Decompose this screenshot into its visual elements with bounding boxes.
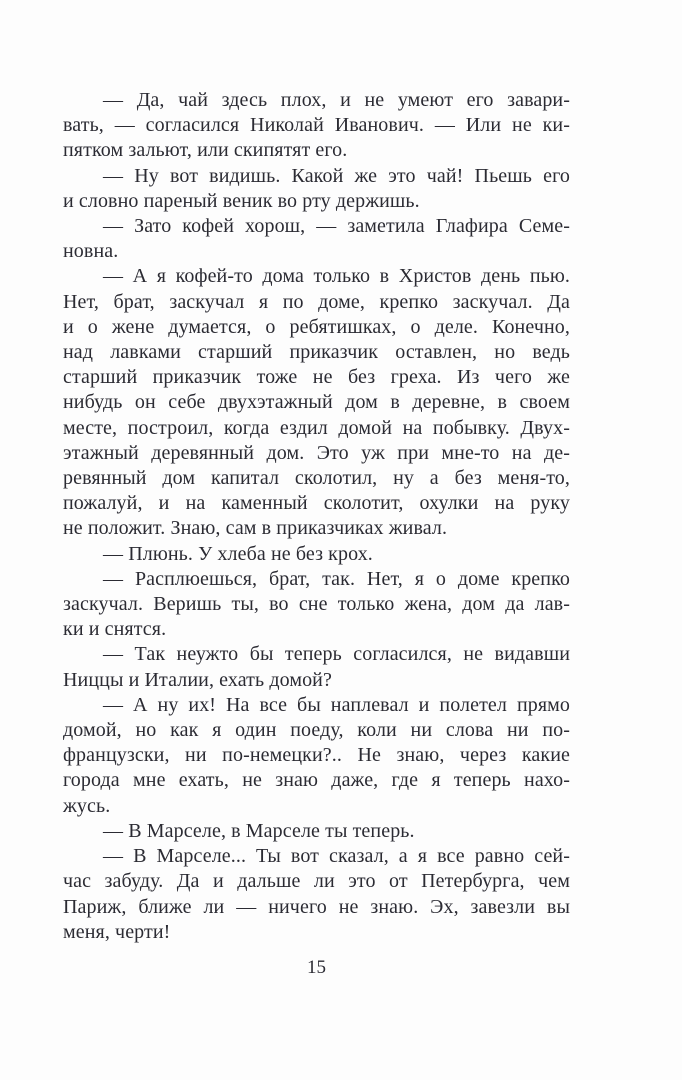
text-line: — Зато кофей хорош, — заметила Глафира Семе- <box>103 215 570 238</box>
text-line: — А ну их! На все бы наплевал и полетел прямо <box>103 693 570 716</box>
text-line: домой, но как я один поеду, коли ни слова ни по- <box>63 719 570 742</box>
text-line: Ниццы и Италии, ехать домой? <box>63 668 332 691</box>
text-line: — Да, чай здесь плох, и не умеют его завари- <box>103 89 570 111</box>
text-line: и словно пареный веник во рту держишь. <box>63 189 420 212</box>
text-line: заскучал. Веришь ты, во сне только жена, дом да лав- <box>63 593 570 616</box>
text-line: — В Марселе... Ты вот сказал, а я все равно сей- <box>103 845 570 868</box>
text-line: жусь. <box>63 794 111 817</box>
text-line: города мне ехать, не знаю даже, где я теперь нахо- <box>63 769 570 792</box>
text-line: ки и снятся. <box>63 618 167 641</box>
text-line: новна. <box>63 240 119 263</box>
text-line: — В Марселе, в Марселе ты теперь. <box>103 819 415 842</box>
text-line: Нет, брат, заскучал я по доме, крепко заскучал. Да <box>63 290 570 313</box>
text-line: — Так неужто бы теперь согласился, не видавши <box>103 643 570 666</box>
text-line: не положит. Знаю, сам в приказчиках живал. <box>63 517 448 540</box>
text-line: месте, построил, когда ездил домой на побывку. Двух- <box>63 416 570 439</box>
text-line: ревянный дом капитал сколотил, ну а без меня-то, <box>63 467 570 490</box>
text-line: нибудь он себе двухэтажный дом в деревне, в своем <box>63 391 570 414</box>
text-line: этажный деревянный дом. Это уж при мне-то на де- <box>63 441 570 464</box>
text-line: — Ну вот видишь. Какой же это чай! Пьешь его <box>103 164 570 187</box>
text-line: — Расплюешься, брат, так. Нет, я о доме крепко <box>103 567 570 590</box>
text-line: над лавками старший приказчик оставлен, но ведь <box>63 341 570 364</box>
page-number: 15 <box>307 957 326 978</box>
text-line: — Плюнь. У хлеба не без крох. <box>103 542 373 565</box>
text-line: и о жене думается, о ребятишках, о деле. Конечно, <box>63 315 570 338</box>
text-line: вать, — согласился Николай Иванович. — Или не ки- <box>63 114 570 137</box>
text-line: — А я кофей-то дома только в Христов день пью. <box>103 265 570 288</box>
text-line: французски, ни по-немецки?.. Не знаю, через какие <box>63 744 570 767</box>
page-text <box>63 88 570 945</box>
text-line: меня, черти! <box>63 920 171 943</box>
text-line: старший приказчик тоже не без греха. Из чего же <box>63 366 570 389</box>
text-line: час забуду. Да и дальше ли это от Петербурга, чем <box>63 870 570 893</box>
text-line: Париж, ближе ли — ничего не знаю. Эх, завезли вы <box>63 895 570 918</box>
text-line: пятком зальют, или скипятят его. <box>63 139 348 162</box>
text-line: пожалуй, и на каменный сколотит, охулки на руку <box>63 492 570 515</box>
